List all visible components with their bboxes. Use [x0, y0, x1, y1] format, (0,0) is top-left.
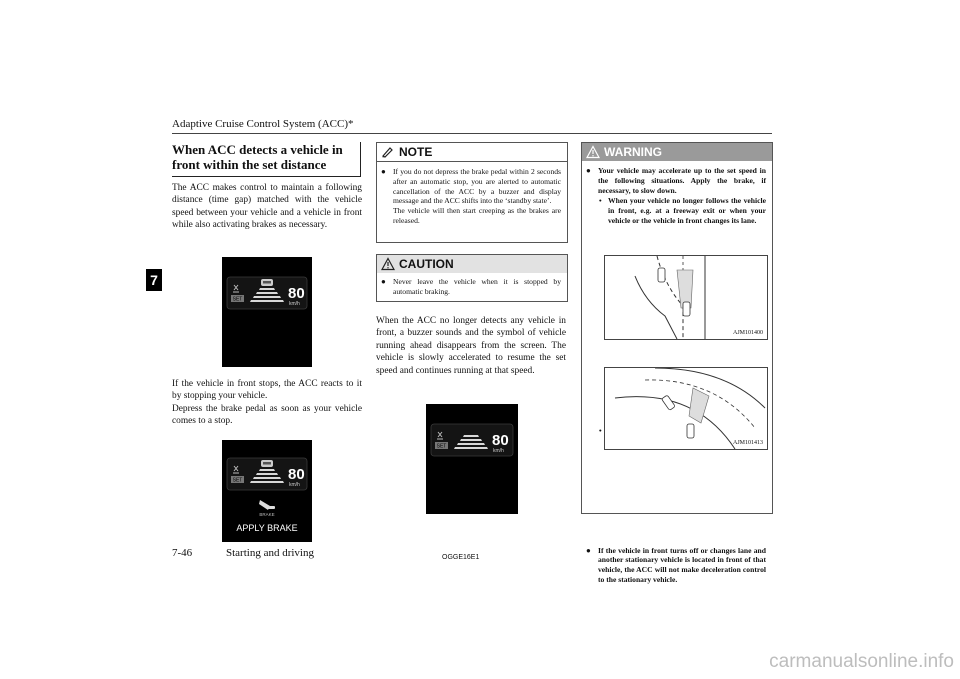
vehicle-ahead-icon [261, 460, 273, 467]
warning-subtext-1: When your vehicle no longer follows the vehicle in front, e.g. at a freeway exit or when your vehicle or the vehicle in front changes its lane. [608, 196, 766, 225]
brake-small-label: BRAKE [259, 512, 275, 517]
speed-unit: km/h [493, 448, 504, 454]
acc-display-following [222, 257, 312, 367]
warning-text-1: Your vehicle may accelerate up to the set speed in the following situations. Apply the brake, if necessary, to slow down. [598, 166, 766, 195]
figure-label-2: AJM101413 [732, 440, 763, 446]
note-heading: NOTE [399, 145, 433, 159]
bullet-icon: ● [586, 166, 591, 175]
footer-section: Starting and driving [226, 547, 314, 559]
speed-unit: km/h [289, 301, 300, 307]
brake-instruction-text: Depress the brake pedal as soon as your vehicle comes to a stop. [172, 403, 362, 427]
pencil-icon [381, 145, 395, 159]
acc-display-no-vehicle [426, 404, 518, 514]
bullet-icon: ● [586, 545, 591, 555]
sub-bullet-icon: • [599, 425, 602, 435]
header-rule [172, 133, 772, 134]
section-title-line2: front within the set distance [172, 157, 327, 172]
sub-bullet-icon: • [599, 196, 602, 206]
stop-text: If the vehicle in front stops, the ACC reacts to it by stopping your vehicle. [172, 379, 362, 402]
bullet-icon: ● [381, 167, 386, 176]
brake-pedal-icon [259, 500, 275, 510]
caution-header [377, 255, 567, 273]
note-text: If you do not depress the brake pedal within 2 seconds after an automatic stop, you are alerted to automatic cancellation of the ACC by a buzzer and display message and the ACC shifts into the ‘standby state’. [393, 167, 561, 206]
running-header: Adaptive Cruise Control System (ACC)* [172, 118, 354, 130]
set-speed: 80 [492, 432, 509, 449]
section-title-line1: When ACC detects a vehicle in [172, 142, 343, 157]
warning-header [582, 143, 772, 161]
caution-text: Never leave the vehicle when it is stopped by automatic braking. [393, 277, 561, 296]
set-label: SET [232, 296, 243, 303]
note-header [377, 143, 567, 162]
intro-paragraph: The ACC makes control to maintain a following distance (time gap) matched with the vehicle speed between your vehicle and a vehicle in front while also activating brakes as necessary. [172, 183, 362, 231]
curve-figure [604, 367, 768, 450]
warning-box [581, 142, 773, 584]
warning-heading: WARNING [604, 145, 662, 159]
note-text-2: The vehicle will then start creeping as the brakes are released. [393, 206, 561, 225]
warning-item-1 [582, 166, 772, 226]
note-item [377, 167, 567, 226]
document-code: OGGE16E1 [442, 554, 480, 561]
note-box [376, 142, 568, 243]
bullet-icon: ● [381, 277, 386, 286]
speed-unit: km/h [289, 482, 300, 488]
apply-brake-message: APPLY BRAKE [236, 523, 298, 533]
chapter-tab: 7 [146, 269, 162, 291]
warning-triangle-icon [381, 257, 395, 271]
figure-label-1: AJM101400 [732, 330, 763, 336]
stop-paragraph [172, 378, 362, 428]
acc-display-apply-brake [222, 440, 312, 542]
set-label: SET [232, 477, 243, 484]
set-label: SET [436, 443, 447, 450]
page-number: 7-46 [172, 547, 193, 559]
resume-paragraph: When the ACC no longer detects any vehicle in front, a buzzer sounds and the symbol of vehicle running ahead disappears from the screen. The vehicle is slowly accelerated to resume the set speed and continues running at that speed. [376, 316, 566, 376]
lane-change-figure [604, 255, 768, 340]
set-speed: 80 [288, 285, 305, 302]
set-speed: 80 [288, 466, 305, 483]
warning-text-2: If the vehicle in front turns off or changes lane and another stationary vehicle is located in front of that vehicle, the ACC will not make deceleration control to the stationary vehicle. [598, 545, 766, 584]
caution-heading: CAUTION [399, 257, 454, 271]
caution-box [376, 254, 568, 302]
watermark: carmanualsonline.info [769, 651, 954, 672]
warning-item-2 [582, 546, 772, 585]
warning-triangle-icon [586, 145, 600, 159]
vehicle-ahead-icon [261, 279, 273, 286]
warning-subitem-1 [598, 196, 766, 225]
caution-item [377, 277, 567, 297]
section-title [172, 142, 361, 177]
